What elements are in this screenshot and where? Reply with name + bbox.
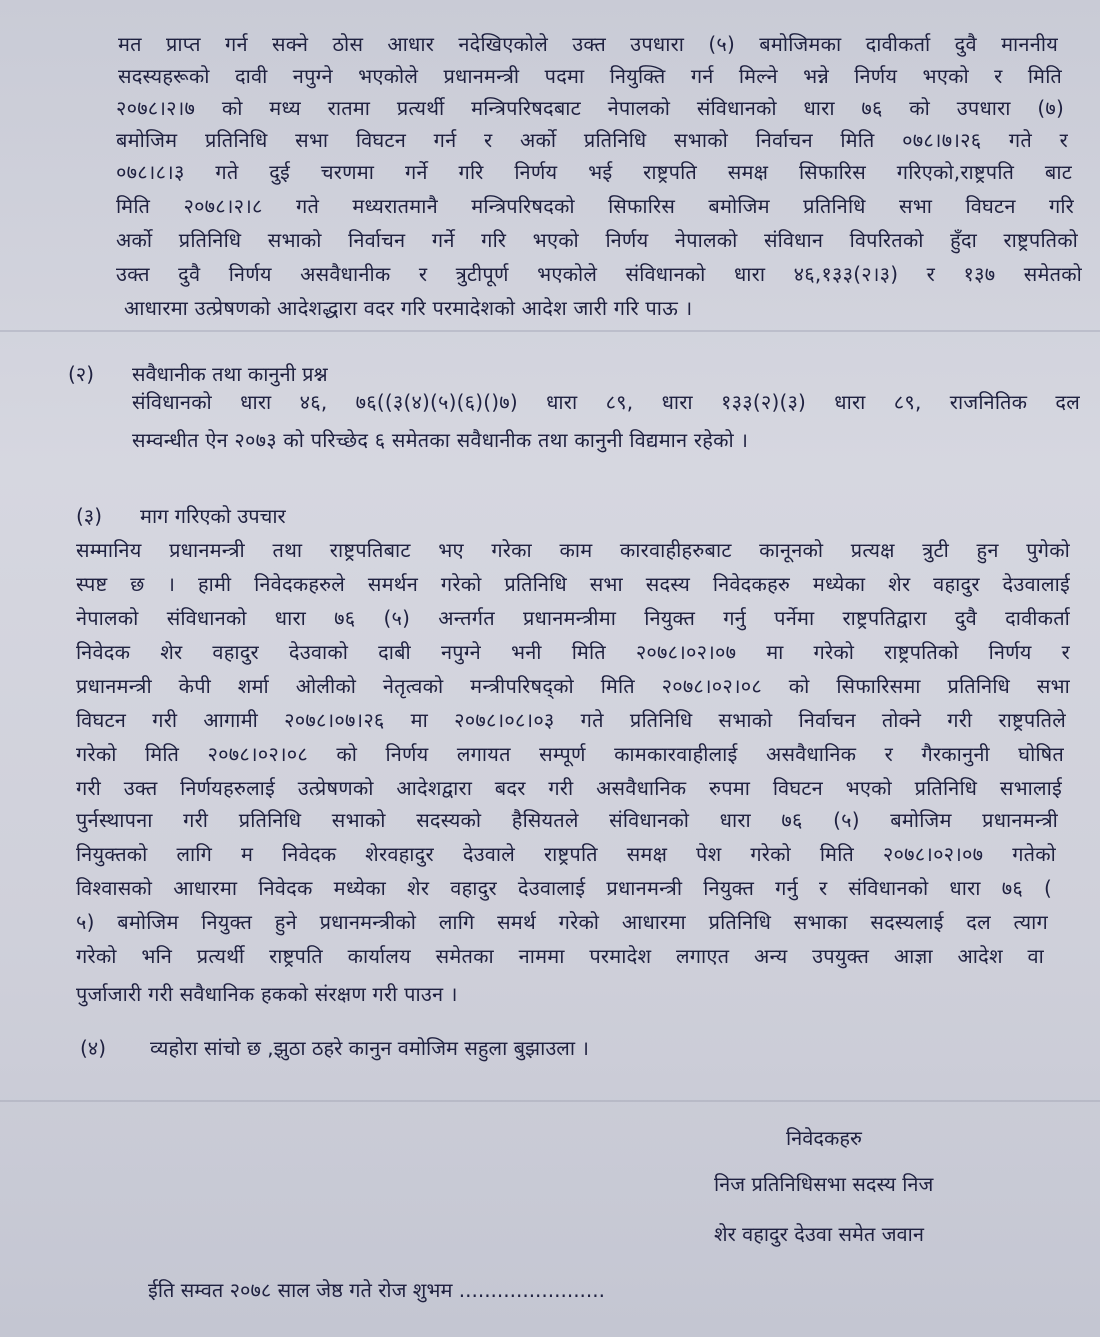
signature-heading: निवेदकहरु [786,1126,862,1150]
date-text: ईति सम्वत २०७८ साल जेष्ठ गते रोज शुभम [148,1278,453,1302]
remedy-line: गरी उक्त निर्णयहरुलाई उत्प्रेषणको आदेशद्वारा बदर गरी असवैधानिक रुपमा विघटन भएको प्रतिनिधि सभालाई [76,776,1062,800]
section-2-heading [68,362,328,386]
intro-line: अर्को प्रतिनिधि सभाको निर्वाचन गर्ने गरि भएको निर्णय नेपालको संविधान विपरितको हुँदा राष्ट्रपतिको [116,228,1078,252]
section-number: (३) [76,504,103,528]
intro-line: बमोजिम प्रतिनिधि सभा विघटन गर्न र अर्को प्रतिनिधि सभाको निर्वाचन मिति ०७८।७।२६ गते र [116,128,1068,152]
remedy-line: गरेको मिति २०७८।०२।०८ को निर्णय लगायत सम्पूर्ण कामकारवाहीलाई असवैधानिक र गैरकानुनी घोषित [76,742,1064,766]
section-2-line: सम्वन्धीत ऐन २०७३ को परिच्छेद ६ समेतका सवैधानीक तथा कानुनी विद्यमान रहेको । [132,428,749,452]
section-number: (४) [80,1036,107,1060]
remedy-line: पुर्जाजारी गरी सवैधानिक हकको संरक्षण गरी पाउन । [76,982,458,1006]
intro-line: सदस्यहरूको दावी नपुग्ने भएकोले प्रधानमन्त्री पदमा नियुक्ति गर्न मिल्ने भन्ने निर्णय भएको र मिति [118,64,1062,88]
remedy-line: सम्मानिय प्रधानमन्त्री तथा राष्ट्रपतिबाट भए गरेका काम कारवाहीहरुबाट कानूनको प्रत्यक्ष त्रुटी हुन पुगेको [76,538,1070,562]
section-title: सवैधानीक तथा कानुनी प्रश्न [132,362,328,386]
section-2-line: संविधानको धारा ४६, ७६((३(४)(५)(६)()७) धारा ८९, धारा १३३(२)(३) धारा ८९, राजनितिक दल [132,390,1080,414]
declaration-text: व्यहोरा सांचो छ ,झुठा ठहरे कानुन वमोजिम सहुला बुझाउला । [150,1036,589,1060]
remedy-line: पुर्नस्थापना गरी प्रतिनिधि सभाको सदस्यको हैसियतले संविधानको धारा ७६ (५) बमोजिम प्रधानमन्त्री [76,808,1058,832]
remedy-line: विश्वासको आधारमा निवेदक मध्येका शेर वहादुर देउवालाई प्रधानमन्त्री नियुक्त गर्नु र संविधानको धारा ७६ ( [76,876,1052,900]
intro-line: २०७८।२।७ को मध्य रातमा प्रत्यर्थी मन्त्रिपरिषदबाट नेपालको संविधानको धारा ७६ को उपधारा (७) [116,96,1064,120]
signature-line: निज प्रतिनिधिसभा सदस्य निज [714,1172,934,1196]
remedy-line: प्रधानमन्त्री केपी शर्मा ओलीको नेतृत्वको मन्त्रीपरिषद्को मिति २०७८।०२।०८ को सिफारिसमा प्रतिनिधि सभा [76,674,1070,698]
intro-line: मत प्राप्त गर्न सक्ने ठोस आधार नदेखिएकोले उक्त उपधारा (५) बमोजिमका दावीकर्ता दुवै माननीय [118,32,1058,56]
date-line [148,1278,605,1302]
remedy-line: नेपालको संविधानको धारा ७६ (५) अन्तर्गत प्रधानमन्त्रीमा नियुक्त गर्नु पर्नेमा राष्ट्रपतिद्वारा दुवै दावीकर्ता [76,606,1070,630]
section-number: (२) [68,362,95,386]
remedy-line: गरेको भनि प्रत्यर्थी राष्ट्रपति कार्यालय समेतका नाममा परमादेश लगाएत अन्य उपयुक्त आज्ञा आदेश वा [76,944,1044,968]
paper-fold [0,330,1100,332]
section-3-heading [76,504,286,528]
date-dots: ....................... [458,1278,605,1302]
remedy-line: ५) बमोजिम नियुक्त हुने प्रधानमन्त्रीको लागि समर्थ गरेको आधारमा प्रतिनिधि सभाका सदस्यलाई दल त्याग [76,910,1048,934]
signature-line: शेर वहादुर देउवा समेत जवान [714,1222,924,1246]
intro-line: उक्त दुवै निर्णय असवैधानीक र त्रुटीपूर्ण भएकोले संविधानको धारा ४६,१३३(२।३) र १३७ समेतको [116,262,1082,286]
intro-line: मिति २०७८।२।८ गते मध्यरातमानै मन्त्रिपरिषदको सिफारिस बमोजिम प्रतिनिधि सभा विघटन गरि [116,194,1074,218]
intro-line: आधारमा उत्प्रेषणको आदेशद्धारा वदर गरि परमादेशको आदेश जारी गरि पाऊ । [124,296,693,320]
remedy-line: नियुक्तको लागि म निवेदक शेरवहादुर देउवाले राष्ट्रपति समक्ष पेश गरेको मिति २०७८।०२।०७ गतेको [76,842,1056,866]
intro-line: ०७८।८।३ गते दुई चरणमा गर्ने गरि निर्णय भई राष्ट्रपति समक्ष सिफारिस गरिएको,राष्ट्रपति बाट [116,160,1072,184]
section-title: माग गरिएको उपचार [140,504,286,528]
remedy-line: निवेदक शेर वहादुर देउवाको दाबी नपुग्ने भनी मिति २०७८।०२।०७ मा गरेको राष्ट्रपतिको निर्णय र [76,640,1070,664]
paper-fold [0,1100,1100,1102]
section-4-heading [80,1036,589,1060]
remedy-line: विघटन गरी आगामी २०७८।०७।२६ मा २०७८।०८।०३ गते प्रतिनिधि सभाको निर्वाचन तोक्ने गरी राष्ट्रपतिले [76,708,1066,732]
remedy-line: स्पष्ट छ । हामी निवेदकहरुले समर्थन गरेको प्रतिनिधि सभा सदस्य निवेदकहरु मध्येका शेर वहादुर देउवालाई [76,572,1070,596]
